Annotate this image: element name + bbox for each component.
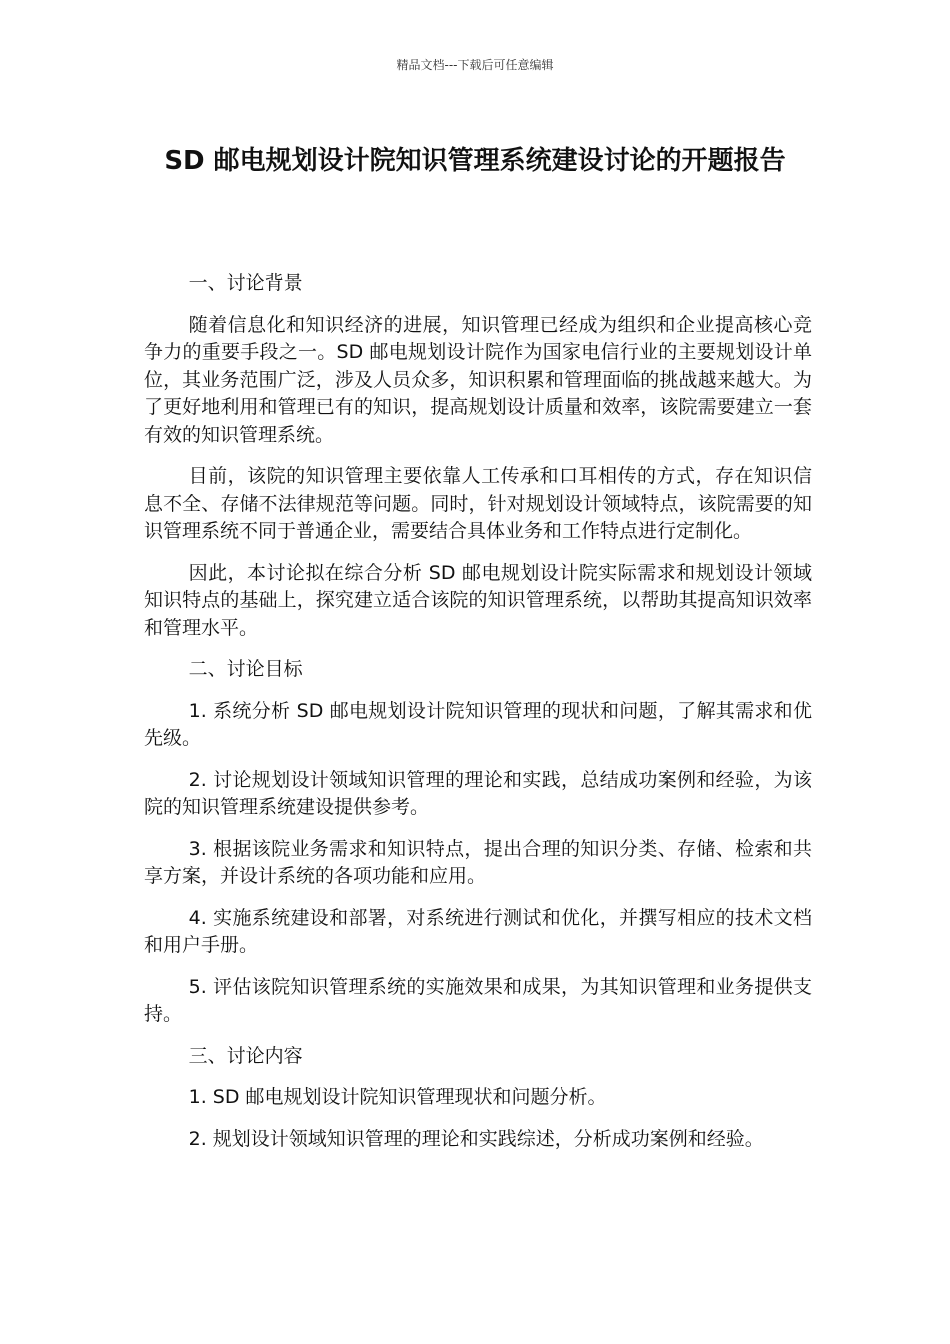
section-heading-goals: 二、讨论目标 <box>188 658 303 680</box>
list-item: 5. 评估该院知识管理系统的实施效果和成果，为其知识管理和业务提供支持。 <box>144 975 812 1025</box>
list-item: 4. 实施系统建设和部署，对系统进行测试和优化，并撰写相应的技术文档和用户手册。 <box>144 906 812 956</box>
list-item: 1. 系统分析 SD 邮电规划设计院知识管理的现状和问题，了解其需求和优先级。 <box>144 699 812 749</box>
paragraph: 目前，该院的知识管理主要依靠人工传承和口耳相传的方式，存在知识信息不全、存储不法律规范等问题。同时，针对规划设计领域特点，该院需要的知识管理系统不同于普通企业，需要结合具体业务和工作特点进行定制化。 <box>144 465 812 542</box>
list-item: 2. 讨论规划设计领域知识管理的理论和实践，总结成功案例和经验，为该院的知识管理系统建设提供参考。 <box>144 768 812 818</box>
list-item: 3. 根据该院业务需求和知识特点，提出合理的知识分类、存储、检索和共享方案，并设计系统的各项功能和应用。 <box>144 837 812 887</box>
list-item: 1. SD 邮电规划设计院知识管理现状和问题分析。 <box>188 1086 607 1108</box>
section-heading-content: 三、讨论内容 <box>188 1044 303 1067</box>
section-heading-background: 一、讨论背景 <box>188 272 303 294</box>
page-header-note: 精品文档---下载后可任意编辑 <box>396 58 554 72</box>
paragraph: 因此，本讨论拟在综合分析 SD 邮电规划设计院实际需求和规划设计领域知识特点的基础上，探究建立适合该院的知识管理系统，以帮助其提高知识效率和管理水平。 <box>144 561 812 639</box>
document-title: SD 邮电规划设计院知识管理系统建设讨论的开题报告 <box>164 146 786 176</box>
paragraph: 随着信息化和知识经济的进展，知识管理已经成为组织和企业提高核心竞争力的重要手段之一。SD 邮电规划设计院作为国家电信行业的主要规划设计单位，其业务范围广泛，涉及人员众多，知识积累和管理面临的挑战越来越大。为了更好地利用和管理已有的知识，提高规划设计质量和效率，该院需要建立一套有效的知识管理系统。 <box>144 313 812 446</box>
list-item: 2. 规划设计领域知识管理的理论和实践综述，分析成功案例和经验。 <box>188 1127 764 1150</box>
document-body <box>144 270 812 1167</box>
